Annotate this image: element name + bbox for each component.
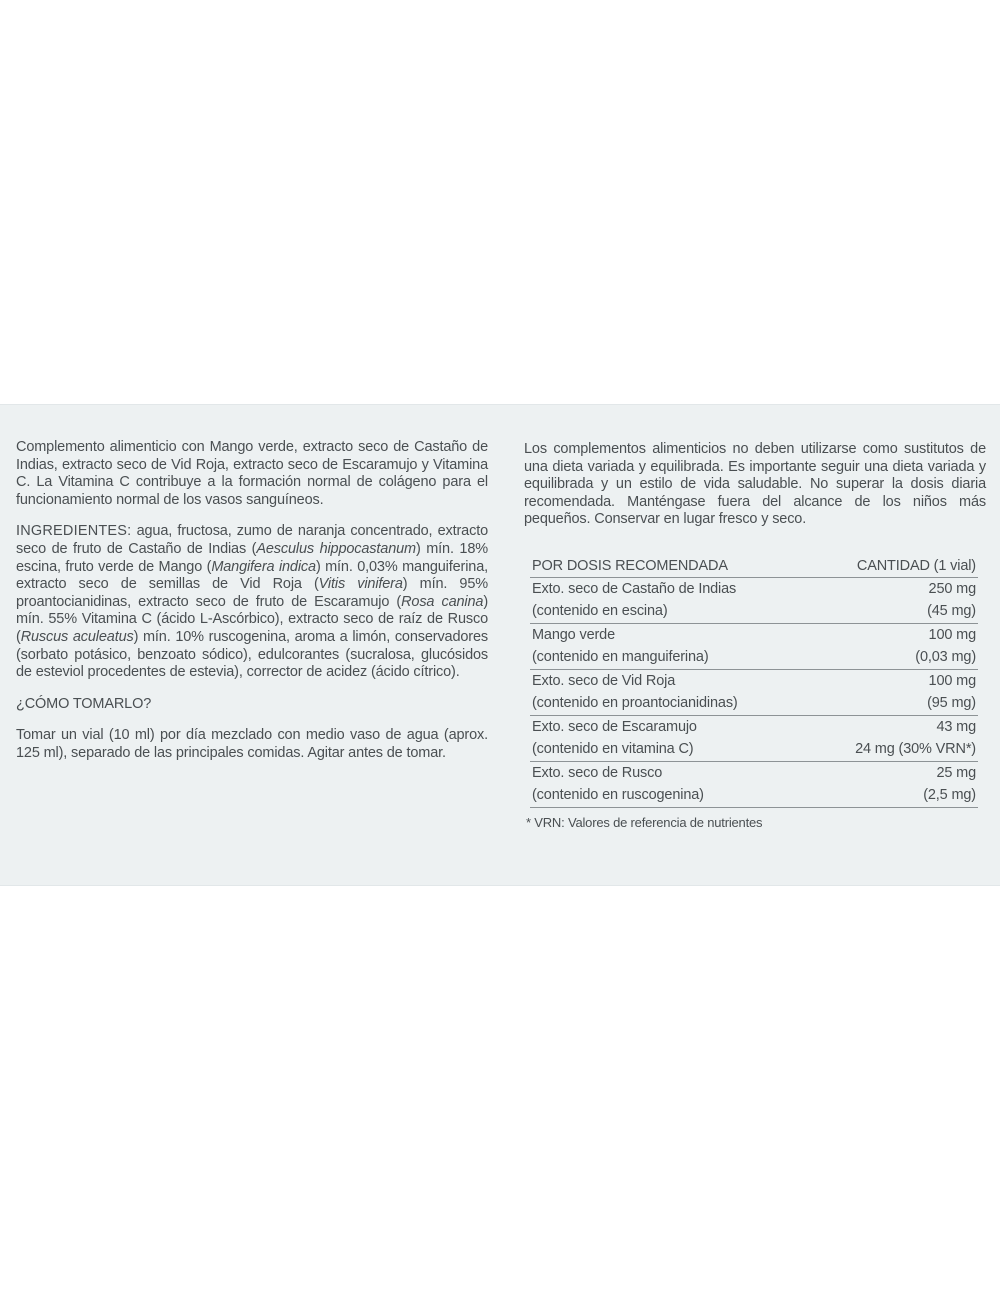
product-label-panel <box>0 404 1000 886</box>
ingredient-name: Exto. seco de Castaño de Indias <box>532 580 737 597</box>
table-row <box>530 692 978 715</box>
ingredient-amount: 100 mg <box>928 672 976 689</box>
ingredients-text: ) mín. 95% proantocianidinas, extracto seco de fruto de Escaramujo ( <box>16 576 488 610</box>
table-row <box>530 669 978 692</box>
ingredient-content: (contenido en proantocianidinas) <box>530 692 811 715</box>
right-column <box>524 441 986 831</box>
ingredient-content: (contenido en escina) <box>530 600 811 623</box>
left-column <box>16 439 488 763</box>
ingredients-text: ) mín. 0,03% manguiferina, extracto seco de semillas de Vid Roja ( <box>16 558 489 593</box>
table-row <box>530 577 978 600</box>
nutrition-table-header <box>530 555 978 578</box>
ingredient-latin-name: Vitis vinifera <box>318 576 403 593</box>
table-row <box>530 784 978 807</box>
ingredients-text: ) mín. 10% ruscogenina, aroma a limón, conservadores (sorbato potásico, benzoato sódico), edulcorantes (sucralosa, glucósidos de esteviol procedentes de estevia), corrector de acidez (ácido cítrico). <box>16 628 488 681</box>
table-row <box>530 646 978 669</box>
header-quantity: CANTIDAD (1 vial) <box>811 555 978 578</box>
ingredient-latin-name: Rosa canina <box>401 593 484 610</box>
warning-text: Los complementos alimenticios no deben utilizarse como sustitutos de una dieta variada y equilibrada. Es importante seguir una dieta variada y equilibrada y un estilo de vida saludable. No superar la dosis diaria recomendada. Manténgase fuera del alcance de los niños más pequeños. Conservar en lugar fresco y seco. <box>524 441 986 528</box>
ingredient-latin-name: Aesculus hippocastanum <box>256 540 416 557</box>
table-row <box>530 600 978 623</box>
table-row <box>530 738 978 761</box>
ingredient-name: Exto. seco de Rusco <box>532 764 663 781</box>
ingredient-amount: 100 mg <box>928 626 976 643</box>
product-description: Complemento alimenticio con Mango verde, extracto seco de Castaño de Indias, extracto seco de Vid Roja, extracto seco de Escaramujo y Vitamina C. La Vitamina C contribuye a la formación normal de colágeno para el funcionamiento normal de los vasos sanguíneos. <box>16 439 488 508</box>
ingredients-paragraph <box>16 523 488 681</box>
ingredient-content-amount: (2,5 mg) <box>811 784 978 807</box>
ingredient-amount: 250 mg <box>928 580 976 597</box>
nrv-footnote: * VRN: Valores de referencia de nutrientes <box>526 814 763 830</box>
ingredients-label: INGREDIENTES: <box>16 523 132 540</box>
ingredients-text: ) mín. 55% Vitamina C (ácido L-Ascórbico), extracto seco de raíz de Rusco ( <box>16 593 488 645</box>
ingredient-content: (contenido en vitamina C) <box>530 738 811 761</box>
ingredients-text: ) mín. 18% escina, fruto verde de Mango ( <box>16 540 488 575</box>
howto-instructions: Tomar un vial (10 ml) por día mezclado con medio vaso de agua (aprox. 125 ml), separado de las principales comidas. Agitar antes de tomar. <box>16 727 488 761</box>
ingredient-amount: 25 mg <box>936 764 976 781</box>
ingredient-name: Exto. seco de Vid Roja <box>532 672 676 689</box>
ingredient-content-amount: 24 mg (30% VRN*) <box>811 738 978 761</box>
table-row <box>530 715 978 738</box>
header-per-dose: POR DOSIS RECOMENDADA <box>530 555 811 578</box>
table-row <box>530 761 978 784</box>
ingredient-content: (contenido en manguiferina) <box>530 646 811 669</box>
ingredient-name: Exto. seco de Escaramujo <box>532 718 697 735</box>
ingredient-content-amount: (0,03 mg) <box>811 646 978 669</box>
ingredient-latin-name: Ruscus aculeatus <box>20 628 134 645</box>
ingredient-latin-name: Mangifera indica <box>211 558 316 575</box>
nutrition-table <box>530 555 978 808</box>
table-row <box>530 623 978 646</box>
ingredient-name: Mango verde <box>532 626 615 643</box>
ingredients-text: agua, fructosa, zumo de naranja concentrado, extracto seco de fruto de Castaño de Indias ( <box>16 523 488 557</box>
ingredient-content-amount: (95 mg) <box>811 692 978 715</box>
ingredient-content: (contenido en ruscogenina) <box>530 784 811 807</box>
ingredient-content-amount: (45 mg) <box>811 600 978 623</box>
howto-heading: ¿CÓMO TOMARLO? <box>16 695 152 712</box>
ingredient-amount: 43 mg <box>936 718 976 735</box>
